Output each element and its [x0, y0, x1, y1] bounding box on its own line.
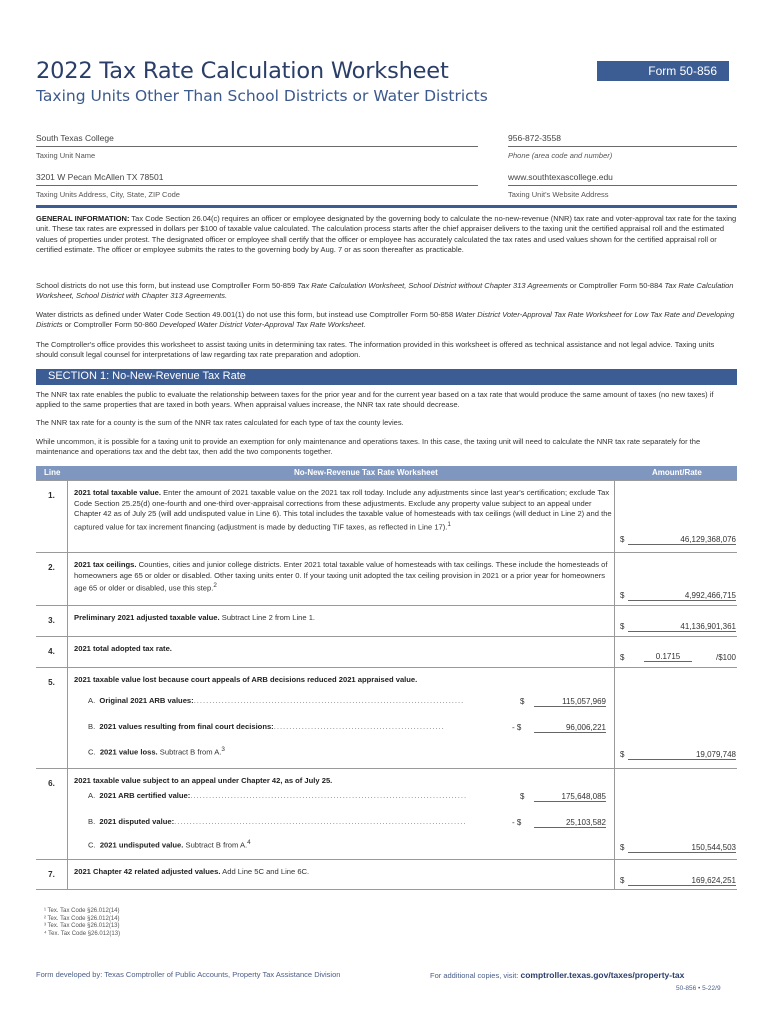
- amount-value: 150,544,503: [691, 843, 736, 852]
- dollar-sign: $: [620, 750, 625, 759]
- amount-value: 175,648,085: [561, 792, 606, 801]
- table-row: [36, 605, 737, 636]
- amount-underline: [628, 885, 736, 886]
- footnote: ⁴ Tex. Tax Code §26.012(13): [44, 930, 121, 937]
- row-number: 2.: [36, 553, 68, 605]
- address-label: Taxing Units Address, City, State, ZIP Code: [36, 190, 180, 199]
- sub-title: 2021 value loss.: [99, 747, 158, 757]
- amount-field[interactable]: [620, 746, 736, 760]
- table-row: [36, 636, 737, 667]
- sub-title: 2021 disputed value:: [99, 817, 175, 826]
- school-note-a: School districts do not use this form, but instead use Comptroller Form 50-859: [36, 281, 296, 290]
- section-1-paragraph-3: While uncommon, it is possible for a taxing unit to provide an exemption for only maintenance and operations taxes. In this case, the taxing unit will need to calculate the NNR tax rate separately for the maintenance and operations tax and the debt tax, then add the two components together.: [36, 437, 701, 457]
- sub-letter: A.: [88, 791, 96, 800]
- amount-underline: [534, 732, 606, 733]
- row-text: Subtract Line 2 from Line 1.: [221, 613, 316, 622]
- amount-value: 46,129,368,076: [680, 535, 736, 544]
- general-information: [36, 214, 737, 256]
- footnotes: [44, 908, 120, 938]
- row-text: Counties, cities and junior college districts. Enter 2021 total taxable value of homesteads with tax ceilings. These include the homesteads of homeowners age 65 or older or disabled. Other taxing units enter 0. If your taxing unit adopted the tax ceiling provision in 2021 or a prior year for homeowners age 65 or older or disabled, use this step.: [74, 560, 608, 593]
- rate-unit: /$100: [715, 653, 736, 662]
- rate-field[interactable]: [620, 649, 736, 663]
- footnote-ref: 2: [213, 582, 217, 590]
- address-value: 3201 W Pecan McAllen TX 78501: [36, 172, 478, 186]
- footer-copies-lead: For additional copies, visit:: [430, 971, 519, 980]
- row-description: [74, 644, 614, 655]
- taxing-unit-name-field[interactable]: [36, 133, 478, 160]
- footnote: ¹ Tex. Tax Code §26.012(14): [44, 908, 120, 914]
- amount-underline: [628, 600, 736, 601]
- dollar-sign: $: [620, 622, 625, 631]
- row-title: 2021 total adopted tax rate.: [74, 644, 172, 653]
- form-code: 50-856 • 5-22/9: [676, 985, 721, 992]
- sub-amount-field[interactable]: [512, 719, 606, 733]
- sub-amount-field[interactable]: [520, 788, 606, 802]
- table-row: [36, 667, 737, 768]
- column-worksheet: No-New-Revenue Tax Rate Worksheet: [294, 468, 438, 477]
- sub-title: 2021 values resulting from final court decisions:: [99, 722, 274, 731]
- dollar-sign: $: [620, 843, 625, 852]
- taxing-unit-name-value: South Texas College: [36, 133, 478, 147]
- row-description: [74, 867, 614, 878]
- general-info-lead: GENERAL INFORMATION:: [36, 214, 130, 223]
- amount-column: [614, 769, 615, 859]
- comptroller-note: The Comptroller's office provides this worksheet to assist taxing units in determining tax rates. The information provided in this worksheet is offered as technical assistance and not legal advice. Taxing units should consult legal counsel for interpretations of law regarding tax rate preparation and adoption.: [36, 340, 715, 360]
- footnote-ref: 3: [221, 746, 225, 753]
- row-text: Add Line 5C and Line 6C.: [222, 867, 310, 876]
- row-title: 2021 tax ceilings.: [74, 560, 137, 569]
- amount-column: [614, 668, 615, 768]
- sub-amount-field[interactable]: [512, 814, 606, 828]
- sub-row-b: [88, 722, 445, 731]
- row-number: 4.: [36, 637, 68, 667]
- sub-row-a: [88, 696, 464, 705]
- amount-column: [614, 553, 615, 605]
- table-row: [36, 480, 737, 552]
- row-title: 2021 taxable value subject to an appeal under Chapter 42, as of July 25.: [74, 776, 333, 785]
- row-description: [74, 560, 614, 594]
- page-subtitle: Taxing Units Other Than School Districts or Water Districts: [36, 87, 488, 105]
- water-district-note: [36, 310, 737, 331]
- row-description: [74, 613, 614, 624]
- leader-dots: .......................................................................................: [193, 696, 465, 705]
- row-title: 2021 taxable value lost because court appeals of ARB decisions reduced 2021 appraised value.: [74, 675, 418, 684]
- row-text: Enter the amount of 2021 taxable value on the 2021 tax roll today. Include any adjustments since last year's certification; exclude Tax Code Section 25.25(d) one-fourth and one-third over-appraisal corrections from these adjustments. Exclude any property value subject to an appeal under Chapter 42 as of July 25 (will add undisputed value in Line 6). This total includes the taxable value of homesteads with tax ceilings (will deduct in Line 2) and the captured value for tax increment financing (adjustment is made by deducting TIF taxes, as reflected in Line 17).: [74, 488, 612, 532]
- footer-credit: Form developed by: Texas Comptroller of Public Accounts, Property Tax Assistance Division: [36, 970, 341, 979]
- amount-underline: [534, 801, 606, 802]
- footnote-ref: 4: [247, 839, 251, 846]
- school-district-note: [36, 281, 737, 302]
- row-description: [74, 776, 614, 787]
- amount-underline: [628, 759, 736, 760]
- amount-field[interactable]: [620, 531, 736, 545]
- amount-value: 115,057,969: [562, 697, 606, 706]
- footnote-ref: 1: [447, 520, 451, 528]
- amount-value: 4,992,466,715: [684, 591, 736, 600]
- row-title: 2021 total taxable value.: [74, 488, 161, 497]
- sub-row-c: [88, 746, 225, 757]
- amount-column: [614, 637, 615, 667]
- row-description: [74, 488, 614, 533]
- minus-dollar-sign: - $: [512, 723, 522, 732]
- general-info-text: Tax Code Section 26.04(c) requires an officer or employee designated by the governing body to calculate the no-new-revenue (NNR) tax rate and voter-approval tax rate for the taxing unit. These tax rates are expressed in dollars per $100 of taxable value calculated. The calculation process starts after the chief appraiser delivers to the taxing unit the certified appraisal roll and the estimated values of properties under protest. The designated officer or employee shall certify that the officer or employee has accurately calculated the tax rates and used values shown for the certified appraisal roll or certified estimate. The officer or employee submits the rates to the governing body by Aug. 7 or as soon thereafter as practicable.: [36, 214, 737, 255]
- row-title: 2021 Chapter 42 related adjusted values.: [74, 867, 221, 876]
- website-value: www.southtexascollege.edu: [508, 172, 737, 186]
- footnote: ² Tex. Tax Code §26.012(14): [44, 915, 120, 922]
- sub-amount-field[interactable]: [520, 693, 606, 707]
- table-row: [36, 768, 737, 859]
- column-amount: Amount/Rate: [652, 468, 702, 477]
- school-note-c: or Comptroller Form 50-884: [569, 281, 663, 290]
- table-row: [36, 552, 737, 605]
- dollar-sign: $: [620, 591, 625, 600]
- form-number-badge: Form 50-856: [597, 61, 729, 81]
- website-label: Taxing Unit's Website Address: [508, 190, 609, 199]
- sub-row-a: [88, 791, 467, 800]
- phone-field[interactable]: [508, 133, 737, 160]
- school-note-form-b: Tax Rate Calculation Worksheet, School District with Chapter 313 Agreements.: [36, 281, 734, 301]
- column-line: Line: [44, 468, 61, 477]
- section-1-header: SECTION 1: No-New-Revenue Tax Rate: [36, 369, 737, 385]
- row-description: [74, 675, 614, 686]
- leader-dots: .........................................................................................: [190, 791, 468, 800]
- dollar-sign: $: [520, 697, 525, 706]
- amount-underline: [534, 706, 606, 707]
- dollar-sign: $: [520, 792, 525, 801]
- dollar-sign: $: [620, 653, 625, 662]
- amount-field[interactable]: [620, 872, 736, 886]
- rate-value: 0.1715: [644, 652, 692, 662]
- taxing-unit-name-label: Taxing Unit Name: [36, 151, 96, 160]
- phone-label: Phone (area code and number): [508, 151, 613, 160]
- row-number: 7.: [36, 860, 68, 889]
- amount-value: 169,624,251: [691, 876, 736, 885]
- row-number: 1.: [36, 481, 68, 552]
- row-title: Preliminary 2021 adjusted taxable value.: [74, 613, 220, 622]
- footer-link[interactable]: comptroller.texas.gov/taxes/property-tax: [520, 970, 685, 980]
- address-field[interactable]: [36, 172, 478, 199]
- row-number: 6.: [36, 769, 68, 859]
- row-number: 5.: [36, 668, 68, 768]
- dollar-sign: $: [620, 535, 625, 544]
- amount-column: [614, 606, 615, 636]
- amount-underline: [628, 631, 736, 632]
- section-1-paragraph-2: The NNR tax rate for a county is the sum of the NNR tax rates calculated for each type of tax the county levies.: [36, 418, 404, 427]
- sub-text: Subtract B from A.: [159, 747, 222, 757]
- amount-value: 25,103,582: [565, 818, 606, 827]
- sub-letter: A.: [88, 696, 96, 705]
- table-row: [36, 859, 737, 890]
- sub-text: Subtract B from A.: [185, 840, 248, 850]
- amount-value: 41,136,901,361: [680, 622, 736, 631]
- amount-field[interactable]: [620, 587, 736, 601]
- dollar-sign: $: [620, 876, 625, 885]
- divider: [36, 205, 737, 208]
- minus-dollar-sign: - $: [512, 818, 522, 827]
- amount-underline: [628, 544, 736, 545]
- sub-letter: B.: [88, 817, 96, 826]
- school-note-form-a: Tax Rate Calculation Worksheet, School District without Chapter 313 Agreements: [297, 281, 568, 290]
- amount-field[interactable]: [620, 618, 736, 632]
- footnote: ³ Tex. Tax Code §26.012(13): [44, 923, 120, 930]
- amount-field[interactable]: [620, 839, 736, 853]
- amount-column: [614, 860, 615, 889]
- water-note-form-a: Water District Voter-Approval Tax Rate Worksheet for Low Tax Rate and Developing Districts: [36, 310, 735, 330]
- sub-letter: C.: [88, 747, 96, 757]
- worksheet-table-header: [36, 466, 737, 480]
- sub-letter: C.: [88, 840, 96, 850]
- leader-dots: ..............................................................................................: [174, 817, 467, 826]
- page-title: 2022 Tax Rate Calculation Worksheet: [36, 58, 449, 84]
- sub-title: 2021 ARB certified value:: [99, 791, 191, 800]
- footer-copies: [430, 970, 684, 980]
- website-field[interactable]: [508, 172, 737, 199]
- section-1-paragraph-1: The NNR tax rate enables the public to evaluate the relationship between taxes for the prior year and for the current year based on a tax rate that would produce the same amount of taxes (no new taxes) if applied to the same properties that are taxed in both years. When appraisal values increase, the NNR tax rate should decrease.: [36, 390, 714, 410]
- sub-row-c: [88, 839, 251, 850]
- amount-underline: [534, 827, 606, 828]
- water-note-a: Water districts as defined under Water Code Section 49.001(1) do not use this form, but instead use Comptroller Form 50-858: [36, 310, 454, 319]
- phone-value: 956-872-3558: [508, 133, 737, 147]
- amount-underline: [628, 852, 736, 853]
- amount-column: [614, 481, 615, 552]
- sub-row-b: [88, 817, 466, 826]
- sub-letter: B.: [88, 722, 96, 731]
- leader-dots: .......................................................: [273, 722, 445, 731]
- sub-title: Original 2021 ARB values:: [99, 696, 194, 705]
- row-number: 3.: [36, 606, 68, 636]
- amount-value: 19,079,748: [695, 750, 736, 759]
- water-note-c: or Comptroller Form 50-860: [64, 320, 158, 330]
- sub-title: 2021 undisputed value.: [99, 840, 184, 850]
- water-note-form-b: Developed Water District Voter-Approval Tax Rate Worksheet.: [159, 320, 366, 330]
- amount-value: 96,006,221: [565, 723, 606, 732]
